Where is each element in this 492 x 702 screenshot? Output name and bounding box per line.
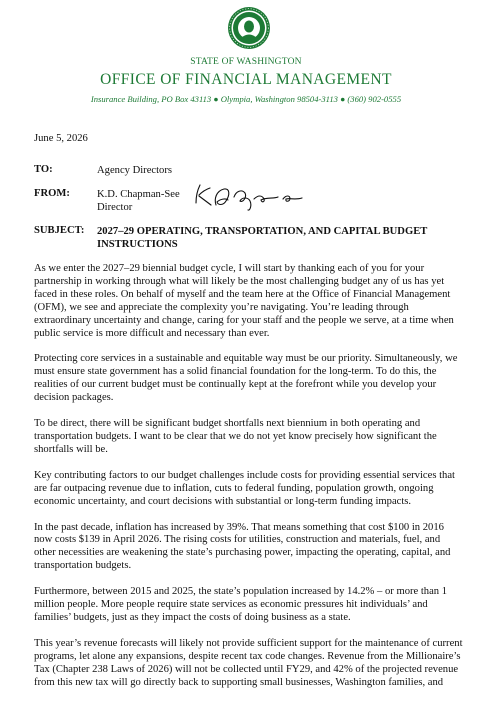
to-label: TO:	[34, 164, 53, 175]
body-paragraph: Protecting core services in a sustainable and equitable way must be our priority. Simultaneously, we must ensure state government has a solid financial foundation for the long-term. To do this, the realities of our current budget must be continually kept at the forefront while you develop your decision packages.	[34, 353, 458, 404]
body-paragraph: Key contributing factors to our budget challenges include costs for providing essential services that are far outpacing revenue due to inflation, cuts to federal funding, population growth, ongoing economic uncertainty, and court decisions with substantial or long-term funding impacts.	[34, 469, 455, 507]
body-paragraph: In the past decade, inflation has increased by 39%. That means something that cost $100 in 2016 now costs $139 in April 2026. The rising costs for utilities, construction and materials, fuel, and other necessities are weakening the state’s purchasing power, impacting the operating, capital, and transportation budgets.	[34, 521, 451, 572]
body-paragraph: As we enter the 2027–29 biennial budget cycle, I will start by thanking each of you for your partnership in working through what will likely be the most challenging budget any of us has yet faced in these roles. On behalf of myself and the team here at the Office of Financial Management (OFM), we see and appreciate the complexity you’re navigating. You’re leading through extraordinary uncertainty and change, caring for your staff and the people we serve, at a time when public service is more difficult and necessary than ever.	[34, 263, 454, 339]
body-paragraph: This year’s revenue forecasts will likely not provide sufficient support for the maintenance of current programs, let alone any expansions, despite recent tax code changes. Revenue from the Millionaire’s Tax (Chapter 238 Laws of 2026) will not be collected until FY29, and 42% of the projected revenue from this new tax will go directly back to supporting small businesses, Washington families, and	[34, 637, 463, 688]
subject-value: 2027–29 OPERATING, TRANSPORTATION, AND CAPITAL BUDGET INSTRUCTIONS	[97, 226, 428, 250]
to-value: Agency Directors	[97, 165, 173, 176]
subject-label: SUBJECT:	[34, 225, 85, 236]
body-paragraph: To be direct, there will be significant budget shortfalls next biennium in both operating and transportation budgets. I want to be clear that we do not yet know precisely how significant the shortfalls will be.	[34, 418, 437, 455]
from-name: K.D. Chapman-See	[97, 189, 180, 200]
header-address: Insurance Building, PO Box 43113 ● Olympia, Washington 98504-3113 ● (360) 902-0555	[90, 94, 402, 104]
body-paragraph: Furthermore, between 2015 and 2025, the state’s population increased by 14.2% – or more than 1 million people. More people require state services as economic pressures hit individuals’ and families’ budgets, just as they impact the costs of doing business as a state.	[34, 586, 448, 623]
memo-body	[34, 263, 464, 702]
memo-date: June 5, 2026	[34, 133, 88, 144]
washington-state-seal-icon	[227, 6, 271, 50]
from-value	[97, 188, 180, 214]
from-label: FROM:	[34, 188, 70, 199]
from-title: Director	[97, 202, 133, 213]
header-state: STATE OF WASHINGTON	[190, 57, 302, 67]
header-office-name: OFFICE OF FINANCIAL MANAGEMENT	[100, 71, 392, 88]
signature-image	[190, 181, 310, 211]
